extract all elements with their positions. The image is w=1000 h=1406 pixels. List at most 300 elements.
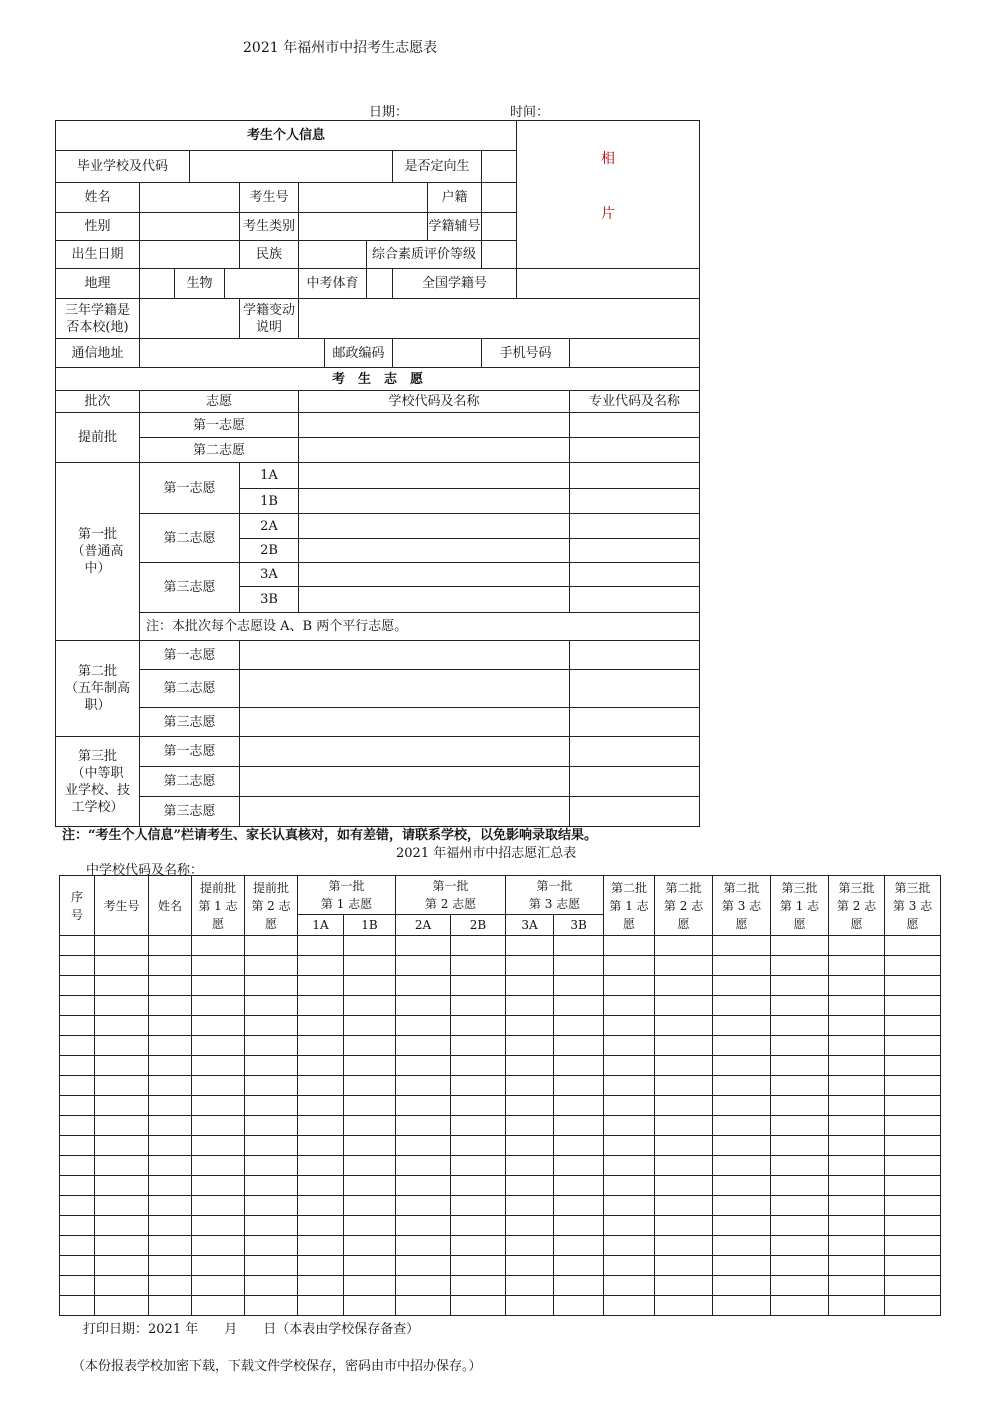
summary-cell[interactable] — [95, 1176, 149, 1196]
summary-cell[interactable] — [192, 1156, 245, 1176]
summary-cell[interactable] — [554, 976, 604, 996]
summary-cell[interactable] — [451, 1036, 506, 1056]
summary-cell[interactable] — [829, 1256, 885, 1276]
summary-cell[interactable] — [396, 996, 451, 1016]
summary-cell[interactable] — [396, 956, 451, 976]
summary-cell[interactable] — [95, 1076, 149, 1096]
summary-cell[interactable] — [604, 1236, 655, 1256]
summary-cell[interactable] — [245, 936, 298, 956]
summary-cell[interactable] — [885, 936, 941, 956]
summary-cell[interactable] — [298, 1296, 344, 1316]
summary-cell[interactable] — [506, 1296, 554, 1316]
summary-cell[interactable] — [655, 1076, 713, 1096]
summary-cell[interactable] — [506, 1056, 554, 1076]
summary-cell[interactable] — [95, 1236, 149, 1256]
summary-cell[interactable] — [95, 1096, 149, 1116]
summary-cell[interactable] — [554, 936, 604, 956]
summary-cell[interactable] — [60, 996, 95, 1016]
summary-cell[interactable] — [344, 1276, 396, 1296]
summary-cell[interactable] — [149, 1136, 192, 1156]
summary-cell[interactable] — [245, 1116, 298, 1136]
summary-cell[interactable] — [554, 1276, 604, 1296]
summary-cell[interactable] — [829, 1176, 885, 1196]
summary-cell[interactable] — [713, 1076, 771, 1096]
roll-aux-value[interactable] — [482, 213, 517, 241]
summary-cell[interactable] — [885, 1036, 941, 1056]
summary-cell[interactable] — [344, 1216, 396, 1236]
summary-cell[interactable] — [60, 1076, 95, 1096]
summary-cell[interactable] — [554, 1156, 604, 1176]
summary-cell[interactable] — [192, 1236, 245, 1256]
summary-cell[interactable] — [713, 1176, 771, 1196]
summary-cell[interactable] — [396, 1016, 451, 1036]
pe-value[interactable] — [367, 269, 393, 299]
summary-cell[interactable] — [604, 996, 655, 1016]
summary-cell[interactable] — [396, 1196, 451, 1216]
batch2-wish1-school[interactable] — [240, 641, 570, 670]
summary-cell[interactable] — [885, 996, 941, 1016]
mobile-value[interactable] — [570, 339, 700, 368]
summary-cell[interactable] — [604, 1196, 655, 1216]
summary-cell[interactable] — [829, 996, 885, 1016]
summary-cell[interactable] — [885, 1276, 941, 1296]
summary-cell[interactable] — [95, 936, 149, 956]
summary-cell[interactable] — [771, 1116, 829, 1136]
summary-cell[interactable] — [298, 1036, 344, 1056]
summary-cell[interactable] — [829, 1116, 885, 1136]
summary-cell[interactable] — [298, 936, 344, 956]
summary-cell[interactable] — [655, 1276, 713, 1296]
summary-cell[interactable] — [771, 1016, 829, 1036]
summary-cell[interactable] — [149, 1116, 192, 1136]
summary-cell[interactable] — [95, 1196, 149, 1216]
summary-cell[interactable] — [298, 956, 344, 976]
summary-cell[interactable] — [60, 936, 95, 956]
summary-cell[interactable] — [506, 996, 554, 1016]
batch3-wish2-major[interactable] — [570, 767, 700, 797]
school-value[interactable] — [190, 151, 393, 183]
summary-cell[interactable] — [554, 1216, 604, 1236]
batch1-2a-school[interactable] — [299, 514, 570, 539]
summary-cell[interactable] — [60, 1196, 95, 1216]
early-wish2-school[interactable] — [299, 438, 570, 463]
summary-cell[interactable] — [451, 936, 506, 956]
summary-cell[interactable] — [192, 1096, 245, 1116]
summary-cell[interactable] — [192, 936, 245, 956]
summary-cell[interactable] — [298, 1196, 344, 1216]
summary-cell[interactable] — [149, 1016, 192, 1036]
summary-cell[interactable] — [604, 1176, 655, 1196]
batch2-wish3-major[interactable] — [570, 708, 700, 737]
summary-cell[interactable] — [344, 976, 396, 996]
summary-cell[interactable] — [451, 1196, 506, 1216]
summary-cell[interactable] — [298, 1156, 344, 1176]
batch2-wish3-school[interactable] — [240, 708, 570, 737]
summary-cell[interactable] — [298, 1256, 344, 1276]
summary-cell[interactable] — [451, 1076, 506, 1096]
summary-cell[interactable] — [396, 1096, 451, 1116]
summary-cell[interactable] — [396, 1136, 451, 1156]
summary-cell[interactable] — [771, 956, 829, 976]
summary-cell[interactable] — [885, 1016, 941, 1036]
summary-cell[interactable] — [604, 1096, 655, 1116]
summary-cell[interactable] — [60, 1296, 95, 1316]
summary-cell[interactable] — [771, 1056, 829, 1076]
summary-cell[interactable] — [506, 1076, 554, 1096]
summary-cell[interactable] — [396, 1216, 451, 1236]
summary-cell[interactable] — [713, 1156, 771, 1176]
summary-cell[interactable] — [192, 1256, 245, 1276]
summary-cell[interactable] — [451, 1236, 506, 1256]
summary-cell[interactable] — [245, 1176, 298, 1196]
summary-cell[interactable] — [604, 1016, 655, 1036]
summary-cell[interactable] — [396, 1076, 451, 1096]
summary-cell[interactable] — [655, 936, 713, 956]
summary-cell[interactable] — [829, 1056, 885, 1076]
summary-cell[interactable] — [344, 1176, 396, 1196]
summary-cell[interactable] — [192, 956, 245, 976]
summary-cell[interactable] — [506, 1096, 554, 1116]
summary-cell[interactable] — [506, 1136, 554, 1156]
summary-cell[interactable] — [149, 1076, 192, 1096]
summary-cell[interactable] — [451, 1156, 506, 1176]
early-wish1-major[interactable] — [570, 413, 700, 438]
summary-cell[interactable] — [604, 1296, 655, 1316]
summary-cell[interactable] — [506, 956, 554, 976]
summary-cell[interactable] — [192, 1136, 245, 1156]
summary-cell[interactable] — [506, 1276, 554, 1296]
batch1-2a-major[interactable] — [570, 514, 700, 539]
summary-cell[interactable] — [829, 956, 885, 976]
summary-cell[interactable] — [829, 1236, 885, 1256]
summary-cell[interactable] — [344, 1196, 396, 1216]
batch1-3b-school[interactable] — [299, 587, 570, 613]
summary-cell[interactable] — [554, 956, 604, 976]
summary-cell[interactable] — [885, 976, 941, 996]
summary-cell[interactable] — [554, 1136, 604, 1156]
roll-change-value[interactable] — [299, 299, 700, 339]
summary-cell[interactable] — [149, 1256, 192, 1276]
summary-cell[interactable] — [885, 1296, 941, 1316]
summary-cell[interactable] — [771, 996, 829, 1016]
summary-cell[interactable] — [149, 1176, 192, 1196]
summary-cell[interactable] — [451, 956, 506, 976]
summary-cell[interactable] — [192, 976, 245, 996]
summary-cell[interactable] — [451, 976, 506, 996]
quality-value[interactable] — [482, 241, 517, 269]
summary-cell[interactable] — [149, 1296, 192, 1316]
exam-no-value[interactable] — [299, 183, 428, 213]
summary-cell[interactable] — [298, 1056, 344, 1076]
summary-cell[interactable] — [396, 1036, 451, 1056]
summary-cell[interactable] — [885, 1216, 941, 1236]
summary-cell[interactable] — [298, 1016, 344, 1036]
summary-cell[interactable] — [829, 1196, 885, 1216]
summary-cell[interactable] — [554, 1176, 604, 1196]
summary-cell[interactable] — [829, 1276, 885, 1296]
summary-cell[interactable] — [829, 936, 885, 956]
summary-cell[interactable] — [506, 1256, 554, 1276]
summary-cell[interactable] — [655, 1016, 713, 1036]
summary-cell[interactable] — [298, 1276, 344, 1296]
summary-cell[interactable] — [771, 1256, 829, 1276]
summary-cell[interactable] — [60, 1116, 95, 1136]
postcode-value[interactable] — [393, 339, 482, 368]
summary-cell[interactable] — [713, 1216, 771, 1236]
summary-cell[interactable] — [149, 1036, 192, 1056]
summary-cell[interactable] — [95, 1116, 149, 1136]
summary-cell[interactable] — [655, 1216, 713, 1236]
national-roll-value[interactable] — [517, 269, 700, 299]
summary-cell[interactable] — [60, 1156, 95, 1176]
summary-cell[interactable] — [655, 1136, 713, 1156]
summary-cell[interactable] — [192, 1016, 245, 1036]
gender-value[interactable] — [140, 213, 240, 241]
summary-cell[interactable] — [655, 1256, 713, 1276]
summary-cell[interactable] — [771, 1096, 829, 1116]
summary-cell[interactable] — [506, 1216, 554, 1236]
summary-cell[interactable] — [771, 1296, 829, 1316]
summary-cell[interactable] — [298, 1076, 344, 1096]
summary-cell[interactable] — [829, 1036, 885, 1056]
summary-cell[interactable] — [451, 1276, 506, 1296]
summary-cell[interactable] — [451, 1136, 506, 1156]
summary-cell[interactable] — [95, 1156, 149, 1176]
summary-cell[interactable] — [771, 1036, 829, 1056]
summary-cell[interactable] — [396, 1056, 451, 1076]
summary-cell[interactable] — [60, 1256, 95, 1276]
summary-cell[interactable] — [95, 1056, 149, 1076]
summary-cell[interactable] — [713, 1276, 771, 1296]
batch1-3a-major[interactable] — [570, 563, 700, 587]
summary-cell[interactable] — [451, 996, 506, 1016]
summary-cell[interactable] — [344, 1116, 396, 1136]
summary-cell[interactable] — [344, 1256, 396, 1276]
batch3-wish3-major[interactable] — [570, 797, 700, 827]
batch1-1a-school[interactable] — [299, 463, 570, 489]
summary-cell[interactable] — [506, 936, 554, 956]
summary-cell[interactable] — [829, 1136, 885, 1156]
summary-cell[interactable] — [245, 976, 298, 996]
summary-cell[interactable] — [885, 1256, 941, 1276]
summary-cell[interactable] — [396, 1156, 451, 1176]
summary-cell[interactable] — [344, 936, 396, 956]
summary-cell[interactable] — [298, 1216, 344, 1236]
summary-cell[interactable] — [885, 1156, 941, 1176]
summary-cell[interactable] — [344, 956, 396, 976]
hukou-value[interactable] — [482, 183, 517, 213]
summary-cell[interactable] — [506, 1016, 554, 1036]
summary-cell[interactable] — [149, 1056, 192, 1076]
summary-cell[interactable] — [192, 1056, 245, 1076]
summary-cell[interactable] — [554, 1256, 604, 1276]
summary-cell[interactable] — [885, 1196, 941, 1216]
summary-cell[interactable] — [396, 976, 451, 996]
summary-cell[interactable] — [60, 1056, 95, 1076]
summary-cell[interactable] — [655, 1056, 713, 1076]
summary-cell[interactable] — [506, 1236, 554, 1256]
summary-cell[interactable] — [604, 1056, 655, 1076]
summary-cell[interactable] — [885, 1136, 941, 1156]
summary-cell[interactable] — [655, 1296, 713, 1316]
name-value[interactable] — [140, 183, 240, 213]
summary-cell[interactable] — [713, 1296, 771, 1316]
summary-cell[interactable] — [713, 1096, 771, 1116]
batch1-1b-school[interactable] — [299, 489, 570, 514]
summary-cell[interactable] — [298, 1176, 344, 1196]
summary-cell[interactable] — [298, 1236, 344, 1256]
summary-cell[interactable] — [95, 1256, 149, 1276]
batch3-wish2-school[interactable] — [240, 767, 570, 797]
summary-cell[interactable] — [192, 1196, 245, 1216]
summary-cell[interactable] — [713, 1036, 771, 1056]
summary-cell[interactable] — [713, 1136, 771, 1156]
summary-cell[interactable] — [771, 1196, 829, 1216]
summary-cell[interactable] — [829, 1296, 885, 1316]
summary-cell[interactable] — [829, 1016, 885, 1036]
batch1-2b-major[interactable] — [570, 539, 700, 563]
summary-cell[interactable] — [298, 1136, 344, 1156]
summary-cell[interactable] — [554, 1036, 604, 1056]
summary-cell[interactable] — [554, 1076, 604, 1096]
summary-cell[interactable] — [396, 1256, 451, 1276]
summary-cell[interactable] — [713, 1016, 771, 1036]
ethnic-value[interactable] — [299, 241, 367, 269]
summary-cell[interactable] — [192, 1216, 245, 1236]
summary-cell[interactable] — [95, 1216, 149, 1236]
summary-cell[interactable] — [60, 1216, 95, 1236]
address-value[interactable] — [140, 339, 325, 368]
summary-cell[interactable] — [344, 1036, 396, 1056]
summary-cell[interactable] — [245, 1016, 298, 1036]
summary-cell[interactable] — [554, 1016, 604, 1036]
summary-cell[interactable] — [451, 1176, 506, 1196]
summary-cell[interactable] — [344, 996, 396, 1016]
summary-cell[interactable] — [192, 1276, 245, 1296]
summary-cell[interactable] — [713, 1236, 771, 1256]
summary-cell[interactable] — [713, 1256, 771, 1276]
batch3-wish3-school[interactable] — [240, 797, 570, 827]
summary-cell[interactable] — [604, 1256, 655, 1276]
summary-cell[interactable] — [245, 1096, 298, 1116]
summary-cell[interactable] — [554, 996, 604, 1016]
three-year-value[interactable] — [140, 299, 240, 339]
summary-cell[interactable] — [713, 996, 771, 1016]
summary-cell[interactable] — [245, 1216, 298, 1236]
summary-cell[interactable] — [60, 956, 95, 976]
summary-cell[interactable] — [885, 956, 941, 976]
summary-cell[interactable] — [192, 1176, 245, 1196]
summary-cell[interactable] — [713, 936, 771, 956]
summary-cell[interactable] — [149, 936, 192, 956]
summary-cell[interactable] — [655, 1236, 713, 1256]
category-value[interactable] — [299, 213, 428, 241]
summary-cell[interactable] — [95, 1016, 149, 1036]
summary-cell[interactable] — [713, 1056, 771, 1076]
summary-cell[interactable] — [554, 1196, 604, 1216]
summary-cell[interactable] — [713, 976, 771, 996]
summary-cell[interactable] — [344, 1096, 396, 1116]
summary-cell[interactable] — [604, 1116, 655, 1136]
summary-cell[interactable] — [149, 1196, 192, 1216]
summary-cell[interactable] — [771, 1076, 829, 1096]
summary-cell[interactable] — [60, 1136, 95, 1156]
summary-cell[interactable] — [506, 1036, 554, 1056]
summary-cell[interactable] — [344, 1016, 396, 1036]
summary-cell[interactable] — [506, 976, 554, 996]
summary-cell[interactable] — [149, 1276, 192, 1296]
summary-cell[interactable] — [245, 1256, 298, 1276]
summary-cell[interactable] — [149, 1156, 192, 1176]
summary-cell[interactable] — [245, 1276, 298, 1296]
summary-cell[interactable] — [604, 1276, 655, 1296]
summary-cell[interactable] — [344, 1056, 396, 1076]
summary-cell[interactable] — [771, 1276, 829, 1296]
summary-cell[interactable] — [885, 1236, 941, 1256]
summary-cell[interactable] — [396, 1236, 451, 1256]
summary-cell[interactable] — [245, 1296, 298, 1316]
summary-cell[interactable] — [60, 1236, 95, 1256]
summary-cell[interactable] — [554, 1116, 604, 1136]
summary-cell[interactable] — [344, 1296, 396, 1316]
summary-cell[interactable] — [95, 956, 149, 976]
summary-cell[interactable] — [655, 1176, 713, 1196]
summary-cell[interactable] — [396, 1116, 451, 1136]
summary-cell[interactable] — [451, 1216, 506, 1236]
summary-cell[interactable] — [506, 1116, 554, 1136]
summary-cell[interactable] — [451, 1296, 506, 1316]
summary-cell[interactable] — [829, 1156, 885, 1176]
batch2-wish2-school[interactable] — [240, 670, 570, 708]
summary-cell[interactable] — [771, 936, 829, 956]
summary-cell[interactable] — [829, 1096, 885, 1116]
summary-cell[interactable] — [506, 1196, 554, 1216]
directed-value[interactable] — [482, 151, 517, 183]
summary-cell[interactable] — [245, 1076, 298, 1096]
summary-cell[interactable] — [771, 1216, 829, 1236]
summary-cell[interactable] — [149, 956, 192, 976]
birth-value[interactable] — [140, 241, 240, 269]
summary-cell[interactable] — [713, 1196, 771, 1216]
summary-cell[interactable] — [149, 996, 192, 1016]
summary-cell[interactable] — [451, 1016, 506, 1036]
summary-cell[interactable] — [60, 1276, 95, 1296]
summary-cell[interactable] — [829, 976, 885, 996]
summary-cell[interactable] — [192, 1116, 245, 1136]
summary-cell[interactable] — [655, 956, 713, 976]
summary-cell[interactable] — [95, 1036, 149, 1056]
summary-cell[interactable] — [451, 1116, 506, 1136]
summary-cell[interactable] — [245, 1156, 298, 1176]
summary-cell[interactable] — [60, 1036, 95, 1056]
summary-cell[interactable] — [829, 1076, 885, 1096]
summary-cell[interactable] — [655, 1156, 713, 1176]
summary-cell[interactable] — [396, 936, 451, 956]
early-wish1-school[interactable] — [299, 413, 570, 438]
summary-cell[interactable] — [451, 1096, 506, 1116]
geography-value[interactable] — [140, 269, 175, 299]
summary-cell[interactable] — [885, 1176, 941, 1196]
summary-cell[interactable] — [245, 1056, 298, 1076]
summary-cell[interactable] — [771, 1156, 829, 1176]
summary-cell[interactable] — [604, 936, 655, 956]
summary-cell[interactable] — [149, 976, 192, 996]
summary-cell[interactable] — [298, 1116, 344, 1136]
summary-cell[interactable] — [192, 996, 245, 1016]
batch1-1b-major[interactable] — [570, 489, 700, 514]
summary-cell[interactable] — [245, 1036, 298, 1056]
summary-cell[interactable] — [885, 1116, 941, 1136]
